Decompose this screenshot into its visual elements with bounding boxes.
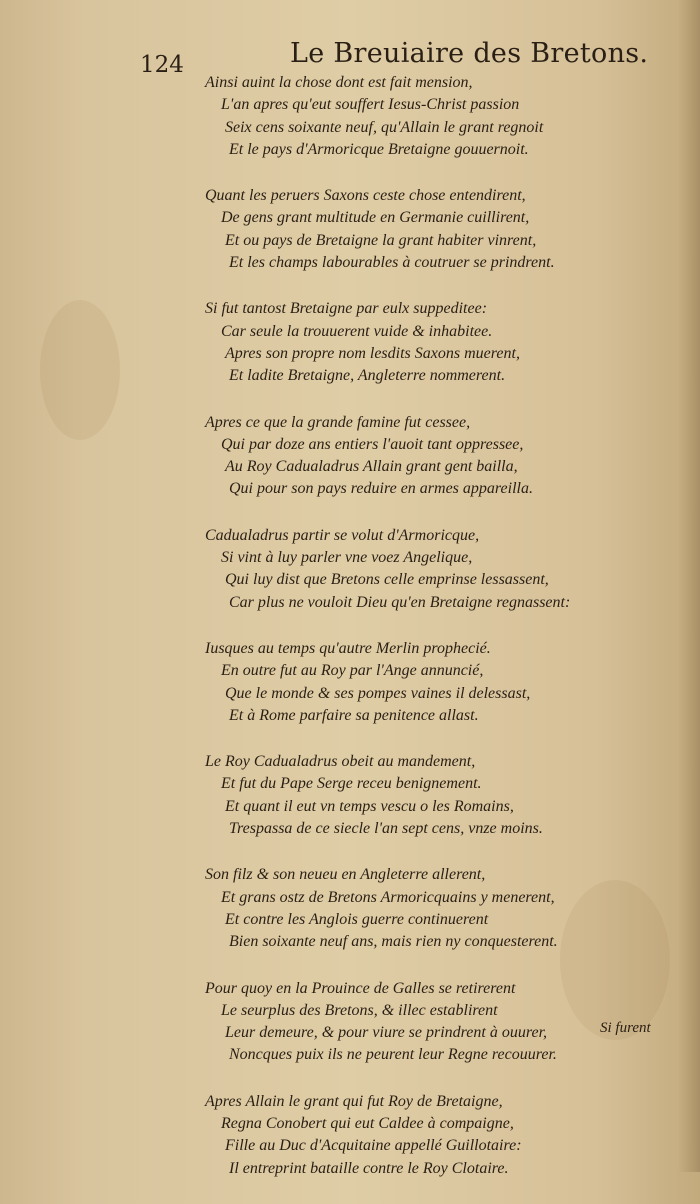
verse-line: Cadualadrus partir se volut d'Armoricque,: [205, 526, 480, 544]
stanza: [205, 864, 675, 953]
verse-line: Si vint à luy parler vne voez Angelique,: [221, 549, 473, 567]
paper-stain: [40, 300, 120, 440]
stanza: [205, 185, 675, 274]
verse-line: Apres son propre nom lesdits Saxons muerent,: [225, 344, 520, 362]
verse-line: Qui luy dist que Bretons celle emprinse lessassent,: [225, 571, 549, 589]
verse-line: En outre fut au Roy par l'Ange annuncié,: [221, 662, 484, 680]
verse-line: Si fut tantost Bretaigne par eulx suppeditee:: [205, 300, 488, 318]
stanza: [205, 412, 675, 501]
verse-line: Le seurplus des Bretons, & illec establirent: [221, 1001, 498, 1019]
verse-line: Et quant il eut vn temps vescu o les Romains,: [225, 797, 514, 815]
verse-line: Le Roy Cadualadrus obeit au mandement,: [205, 753, 476, 771]
verse-line: Que le monde & ses pompes vaines il delessast,: [225, 684, 531, 702]
verse-line: Noncques puix ils ne peurent leur Regne recouurer.: [229, 1046, 557, 1064]
verse-line: De gens grant multitude en Germanie cuillirent,: [221, 209, 530, 227]
verse-line: Quant les peruers Saxons ceste chose entendirent,: [205, 187, 526, 205]
verse-line: Et ladite Bretaigne, Angleterre nommerent.: [229, 367, 506, 385]
stanza: [205, 751, 675, 840]
verse-line: Trespassa de ce siecle l'an sept cens, vnze moins.: [229, 820, 543, 838]
page-edge-shadow: [678, 0, 700, 1172]
verse-line: Son filz & son neueu en Angleterre allerent,: [205, 866, 486, 884]
verse-line: Et les champs labourables à coutruer se prindrent.: [229, 254, 555, 272]
verse-line: Car seule la trouuerent vuide & inhabitee.: [221, 322, 493, 340]
running-head: Le Breuiaire des Bretons.: [290, 38, 649, 69]
stanza: [205, 72, 675, 161]
page-number: 124: [140, 52, 184, 78]
verse-line: Regna Conobert qui eut Caldee à compaigne,: [221, 1114, 514, 1132]
verse-line: Seix cens soixante neuf, qu'Allain le grant regnoit: [225, 118, 544, 136]
verse-line: Qui pour son pays reduire en armes appareilla.: [229, 480, 533, 498]
verse-line: Pour quoy en la Prouince de Galles se retirerent: [205, 979, 516, 997]
verse-line: Ainsi auint la chose dont est fait mension,: [205, 74, 473, 91]
verse-line: Iusques au temps qu'autre Merlin prophecié.: [205, 639, 491, 657]
verse-line: Il entreprint bataille contre le Roy Clotaire.: [229, 1159, 509, 1177]
verse-line: Qui par doze ans entiers l'auoit tant oppressee,: [221, 435, 524, 453]
verse-line: Car plus ne vouloit Dieu qu'en Bretaigne regnassent:: [229, 593, 571, 611]
verse-line: Et le pays d'Armoricque Bretaigne gouuernoit.: [229, 140, 529, 158]
verse-line: Et ou pays de Bretaigne la grant habiter vinrent,: [225, 231, 537, 249]
verse-line: Apres ce que la grande famine fut cessee,: [205, 413, 471, 431]
catchword: Si furent: [600, 1020, 651, 1036]
verse-line: Apres Allain le grant qui fut Roy de Bretaigne,: [205, 1092, 503, 1110]
verse-line: Leur demeure, & pour viure se prindrent à ouurer,: [225, 1024, 548, 1042]
stanza: [205, 298, 675, 387]
verse-line: Fille au Duc d'Acquitaine appellé Guillotaire:: [225, 1137, 522, 1155]
verse-line: Et grans ostz de Bretons Armoricquains y menerent,: [221, 888, 555, 906]
stanza: [205, 525, 675, 614]
verse-line: Et à Rome parfaire sa penitence allast.: [229, 706, 479, 724]
verse-line: Et fut du Pape Serge receu benignement.: [221, 775, 482, 793]
verse-line: Et contre les Anglois guerre continuerent: [225, 910, 489, 928]
stanza: [205, 638, 675, 727]
verse-line: Bien soixante neuf ans, mais rien ny conquesterent.: [229, 933, 558, 951]
stanza: [205, 1091, 675, 1180]
verse-line: L'an apres qu'eut souffert Iesus-Christ passion: [221, 96, 520, 114]
verse-line: Au Roy Cadualadrus Allain grant gent bailla,: [225, 458, 518, 476]
